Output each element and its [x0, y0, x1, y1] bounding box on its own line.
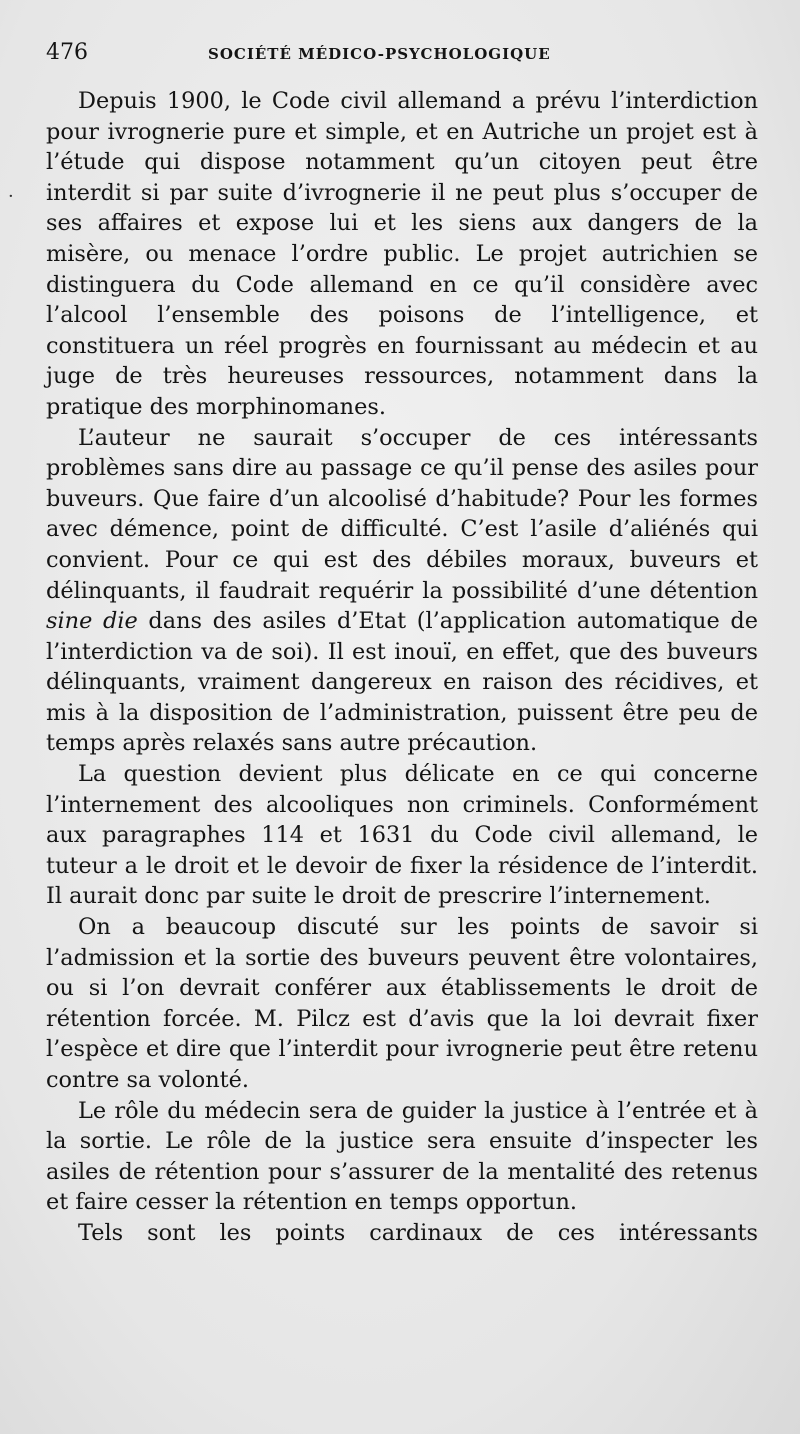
paragraph-1	[46, 86, 758, 423]
paragraph-6	[46, 1218, 758, 1249]
paragraph-4-text: On a beaucoup discuté sur les points de savoir si l’admission et la sortie des buveurs peuvent être volontaires, ou si l’on devrait conférer aux établissements le droit de rétention forcée. M. Pilcz est d’avis que la loi devrait fixer l’espèce et dire que l’interdit pour ivrognerie peut être retenu contre sa volonté.	[46, 914, 758, 1093]
paragraph-1-text: Depuis 1900, le Code civil allemand a prévu l’interdiction pour ivrognerie pure et simple, et en Autriche un projet est à l’étude qui dispose notamment qu’un citoyen peut être interdit si par suite d’ivrognerie il ne peut plus s’occuper de ses affaires et expose lui et les siens aux dangers de la misère, ou menace l’ordre public. Le projet autrichien se distinguera du Code allemand en ce qu’il considère avec l’alcool l’ensemble des poisons de l’intelligence, et constituera un réel progrès en fournissant au médecin et au juge de très heureuses ressources, notamment dans la pratique des morphinomanes.	[46, 88, 758, 420]
paragraph-2	[46, 423, 758, 760]
latin-phrase: sine die	[46, 608, 138, 635]
paragraph-2-text-end: dans des asiles d’Etat (l’application automatique de l’interdiction va de soi). Il est inouï, en effet, que des buveurs délinquants, vraiment dangereux en raison des récidives, et mis à la disposition de l’administration, puissent être peu de temps après relaxés sans autre précaution.	[46, 608, 758, 757]
paragraph-6-text: Tels sont les points cardinaux de ces intéressants	[78, 1219, 758, 1246]
page-number: 476	[46, 40, 88, 65]
paragraph-2-text-start: L’auteur ne saurait s’occuper de ces intéressants problèmes sans dire au passage ce qu’il pense des asiles pour buveurs. Que faire d’un alcoolisé d’habitude? Pour les formes avec démence, point de difficulté. C’est l’asile d’aliénés qui convient. Pour ce qui est des débiles moraux, buveurs et délinquants, il faudrait requérir la possibilité d’une détention	[46, 424, 758, 604]
running-head: SOCIÉTÉ MÉDICO-PSYCHOLOGIQUE	[208, 45, 551, 63]
margin-mark: ·	[8, 186, 14, 207]
page-header	[46, 40, 756, 74]
paragraph-5	[46, 1096, 758, 1218]
paragraph-4	[46, 912, 758, 1096]
paragraph-3-text: La question devient plus délicate en ce qui concerne l’internement des alcooliques non criminels. Conformément aux paragraphes 114 et 1631 du Code civil allemand, le tuteur a le droit et le devoir de fixer la résidence de l’interdit. Il aurait donc par suite le droit de prescrire l’internement.	[46, 761, 758, 910]
paragraph-5-text: Le rôle du médecin sera de guider la justice à l’entrée et à la sortie. Le rôle de la justice sera ensuite d’inspecter les asiles de rétention pour s’assurer de la mentalité des retenus et faire cesser la rétention en temps opportun.	[46, 1097, 758, 1216]
body-text	[46, 86, 758, 1249]
paragraph-3	[46, 759, 758, 912]
